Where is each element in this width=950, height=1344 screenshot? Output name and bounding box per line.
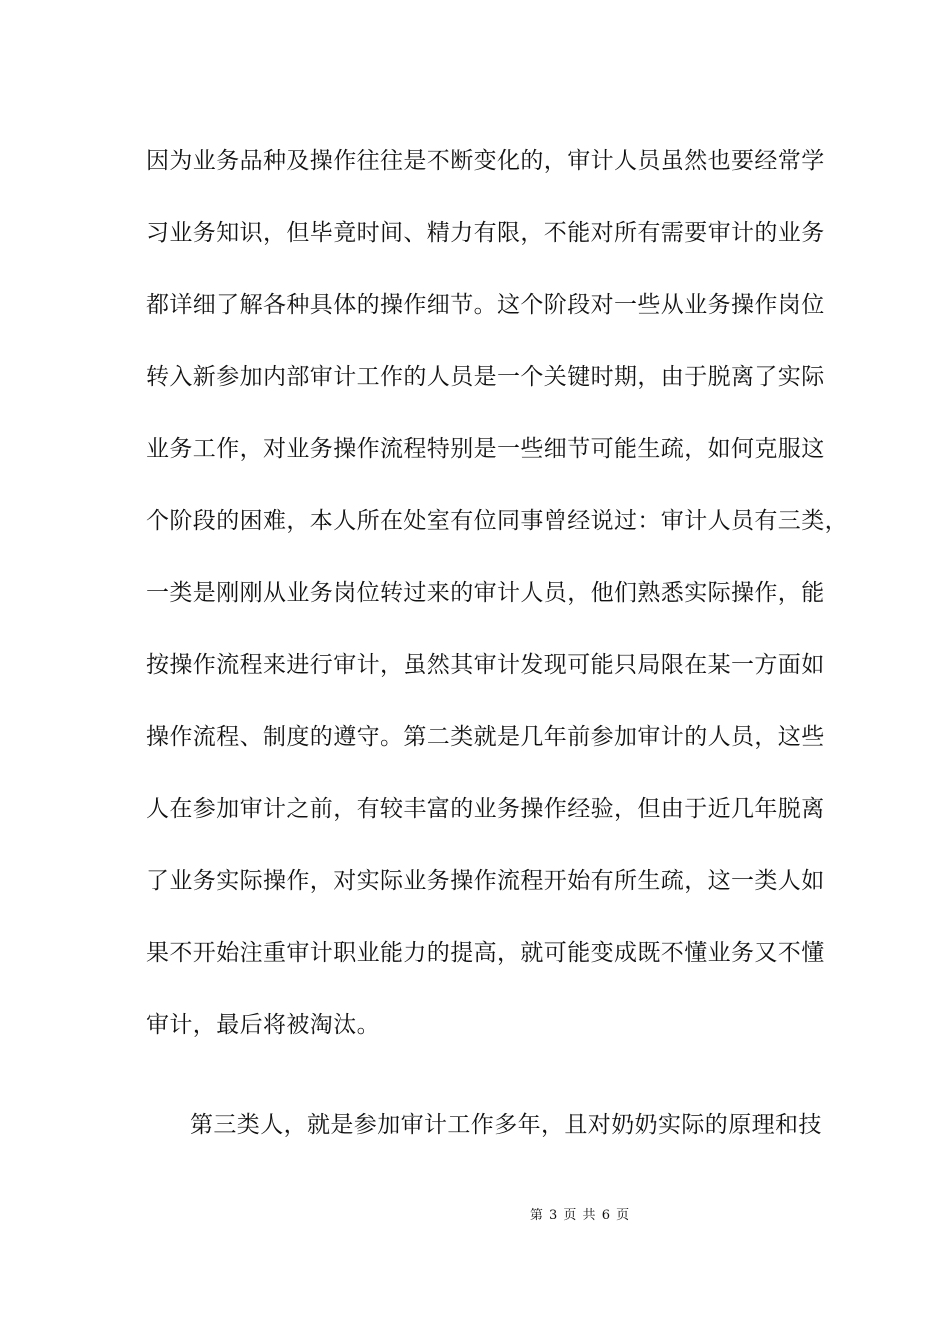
text-line: 业务工作，对业务操作流程特别是一些细节可能生疏，如何克服这 [146, 436, 825, 462]
text-line: 人在参加审计之前，有较丰富的业务操作经验，但由于近几年脱离 [146, 796, 825, 822]
text-line: 因为业务品种及操作往往是不断变化的，审计人员虽然也要经常学 [146, 148, 825, 174]
text-line: 转入新参加内部审计工作的人员是一个关键时期，由于脱离了实际 [146, 364, 825, 390]
text-line: 都详细了解各种具体的操作细节。这个阶段对一些从业务操作岗位 [146, 292, 825, 318]
text-line: 审计，最后将被淘汰。 [146, 1012, 380, 1038]
text-line: 果不开始注重审计职业能力的提高，就可能变成既不懂业务又不懂 [146, 940, 825, 966]
text-line: 了业务实际操作，对实际业务操作流程开始有所生疏，这一类人如 [146, 868, 825, 894]
paragraph-start-line: 第三类人，就是参加审计工作多年，且对奶奶实际的原理和技 [190, 1112, 822, 1138]
page-footer: 第 3 页 共 6 页 [529, 1208, 631, 1223]
text-line: 按操作流程来进行审计，虽然其审计发现可能只局限在某一方面如 [146, 652, 825, 678]
text-line: 习业务知识，但毕竟时间、精力有限，不能对所有需要审计的业务 [146, 220, 825, 246]
text-line: 一类是刚刚从业务岗位转过来的审计人员，他们熟悉实际操作，能 [146, 580, 825, 606]
text-line: 操作流程、制度的遵守。第二类就是几年前参加审计的人员，这些 [146, 724, 825, 750]
text-line: 个阶段的困难，本人所在处室有位同事曾经说过：审计人员有三类， [146, 508, 848, 534]
